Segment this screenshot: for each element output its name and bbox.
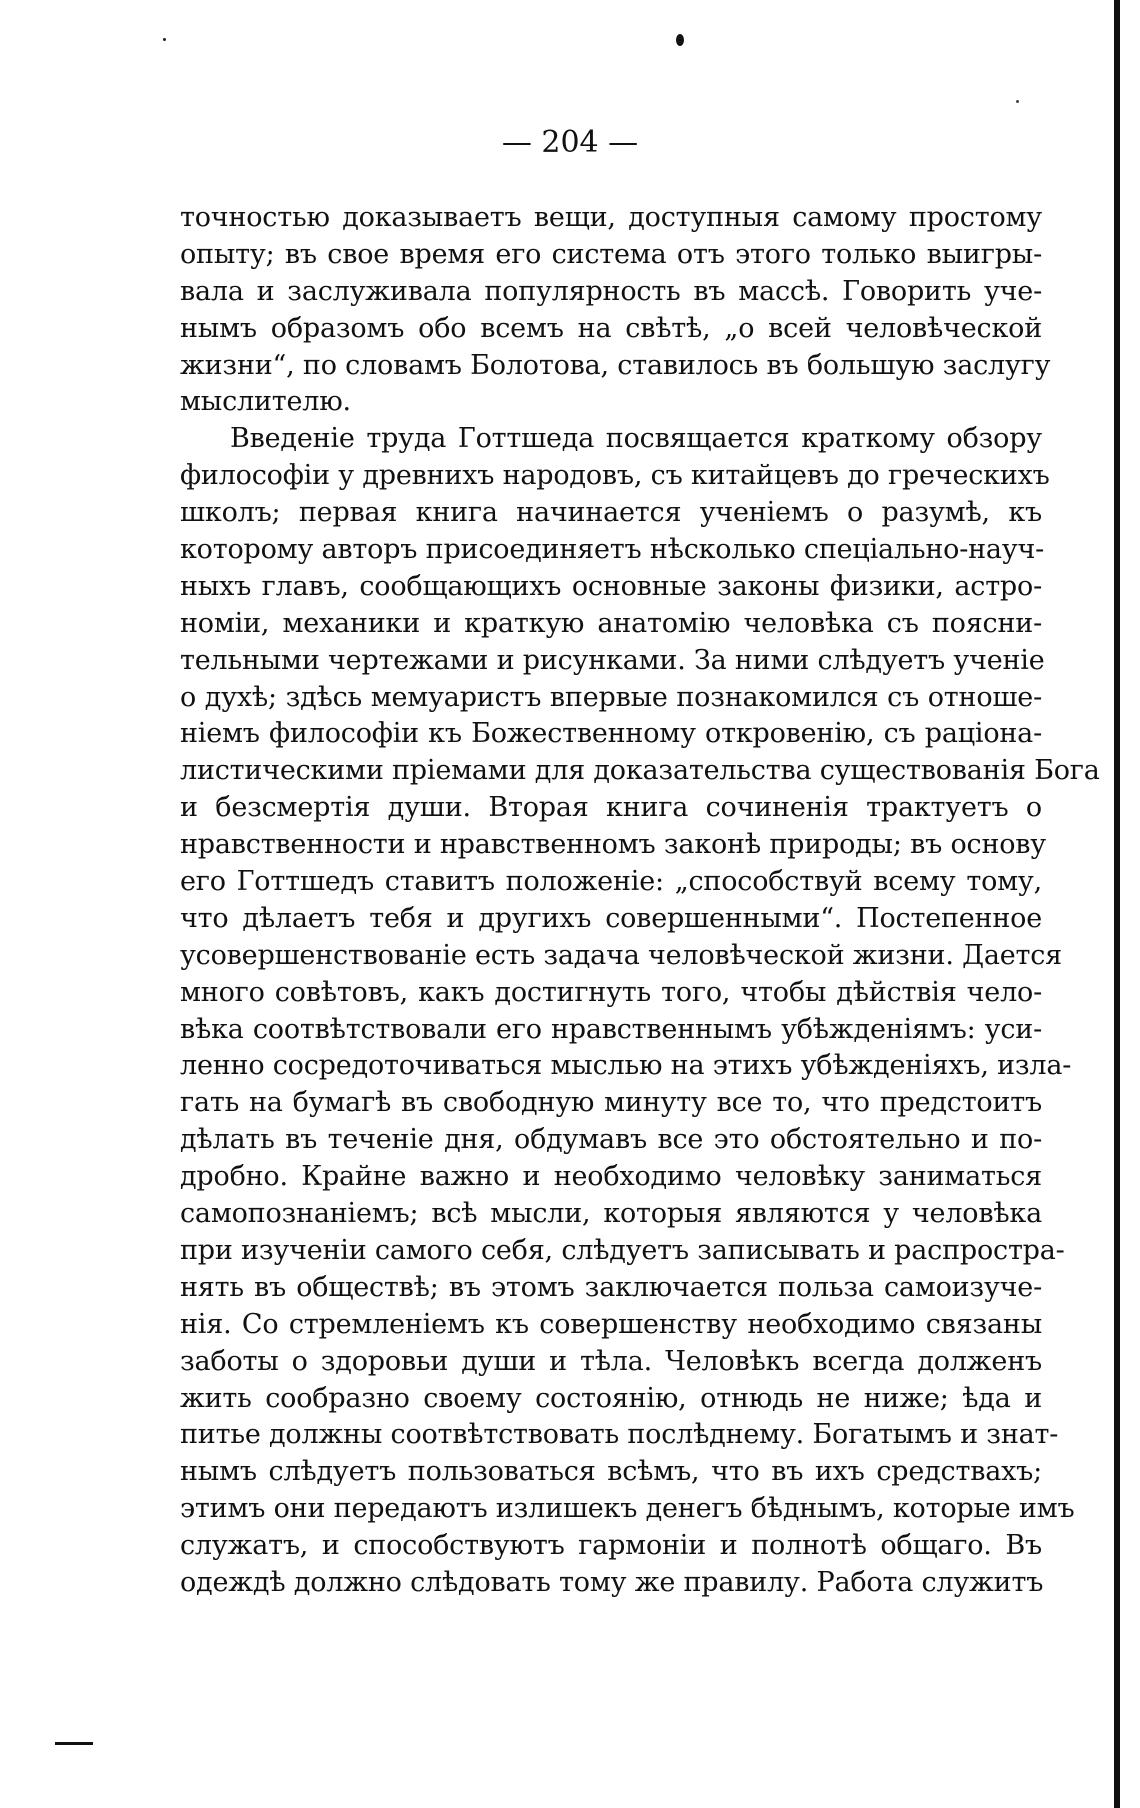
text-line: жить сообразно своему состоянiю, отнюдь не ниже; ѣда и bbox=[180, 1382, 1042, 1414]
ink-blot bbox=[676, 34, 684, 46]
text-line: нять въ обществѣ; въ этомъ заключается польза самоизуче- bbox=[180, 1271, 1042, 1303]
text-line: мыслителю. bbox=[180, 386, 351, 418]
text-line: тельными чертежами и рисунками. За ними слѣдуетъ ученiе bbox=[180, 644, 1045, 676]
text-line: одеждѣ должно слѣдовать тому же правилу. Работа служитъ bbox=[180, 1566, 1044, 1598]
text-line: листическими прiемами для доказательства существованiя Бога bbox=[180, 755, 1100, 787]
text-line: школъ; первая книга начинается ученiемъ о разумѣ, къ bbox=[180, 497, 1042, 529]
text-line: много совѣтовъ, какъ достигнуть того, чтобы дѣйствiя чело- bbox=[180, 976, 1042, 1008]
text-line: питье должны соотвѣтствовать послѣднему. Богатымъ и знат- bbox=[180, 1419, 1059, 1451]
text-line: нымъ слѣдуетъ пользоваться всѣмъ, что въ ихъ средствахъ; bbox=[180, 1456, 1042, 1488]
text-line: заботы о здоровьи души и тѣла. Человѣкъ всегда долженъ bbox=[180, 1345, 1042, 1377]
body-text bbox=[180, 200, 1100, 1602]
text-line: точностью доказываетъ вещи, доступныя самому простому bbox=[180, 202, 1042, 233]
page-number: — 204 — bbox=[501, 125, 639, 160]
text-line: и безсмертiя души. Вторая книга сочиненiя трактуетъ о bbox=[180, 792, 1042, 824]
text-line: ныхъ главъ, сообщающихъ основные законы физики, астро- bbox=[180, 570, 1042, 602]
text-line: усовершенствованiе есть задача человѣческой жизни. Дается bbox=[180, 939, 1063, 971]
text-line: жизни“, по словамъ Болотова, ставилось въ большую заслугу bbox=[180, 349, 1051, 381]
text-line: нiемъ философiи къ Божественному откровенiю, съ рацiона- bbox=[180, 718, 1042, 750]
text-line: самопознанiемъ; всѣ мысли, которыя являются у человѣка bbox=[180, 1198, 1042, 1230]
text-line: о духѣ; здѣсь мемуаристъ впервые познакомился съ отноше- bbox=[180, 681, 1042, 713]
text-line: нымъ образомъ обо всемъ на свѣтѣ, „о всей человѣческой bbox=[180, 312, 1042, 344]
paragraph-start-line: Введенiе труда Готтшеда посвящается краткому обзору bbox=[230, 423, 1042, 455]
ink-speck bbox=[1016, 100, 1019, 103]
scan-edge-border bbox=[1114, 0, 1120, 1808]
text-line: что дѣлаетъ тебя и другихъ совершенными“. Постепенное bbox=[180, 902, 1042, 934]
text-line: служатъ, и способствуютъ гармонiи и полнотѣ общаго. Въ bbox=[180, 1530, 1042, 1562]
text-line: вѣка соотвѣтствовали его нравственнымъ убѣжденiямъ: уси- bbox=[180, 1013, 1042, 1045]
text-line: дробно. Крайне важно и необходимо человѣку заниматься bbox=[180, 1161, 1042, 1193]
text-line: опыту; въ свое время его система отъ этого только выигры- bbox=[180, 238, 1042, 270]
text-line: гать на бумагѣ въ свободную минуту все то, что предстоитъ bbox=[180, 1087, 1042, 1119]
text-line: которому авторъ присоединяетъ нѣсколько спецiально-науч- bbox=[180, 534, 1045, 566]
margin-mark bbox=[55, 1742, 93, 1745]
text-line: нравственности и нравственномъ законѣ природы; въ основу bbox=[180, 829, 1046, 861]
text-line: философiи у древнихъ народовъ, съ китайцевъ до греческихъ bbox=[180, 460, 1050, 492]
text-line: его Готтшедъ ставитъ положенiе: „способствуй всему тому, bbox=[180, 866, 1042, 898]
text-line: дѣлать въ теченiе дня, обдумавъ все это обстоятельно и по- bbox=[180, 1124, 1042, 1156]
text-line: этимъ они передаютъ излишекъ денегъ бѣднымъ, которые имъ bbox=[180, 1493, 1075, 1525]
text-line: ленно сосредоточиваться мыслью на этихъ убѣжденiяхъ, изла- bbox=[180, 1050, 1072, 1082]
text-line: номiи, механики и краткую анатомiю человѣка съ поясни- bbox=[180, 607, 1042, 639]
text-line: вала и заслуживала популярность въ массѣ. Говорить уче- bbox=[180, 275, 1042, 307]
text-line: нiя. Со стремленiемъ къ совершенству необходимо связаны bbox=[180, 1308, 1042, 1340]
text-line: при изученiи самого себя, слѣдуетъ записывать и распростра- bbox=[180, 1234, 1065, 1266]
ink-speck bbox=[163, 38, 166, 41]
